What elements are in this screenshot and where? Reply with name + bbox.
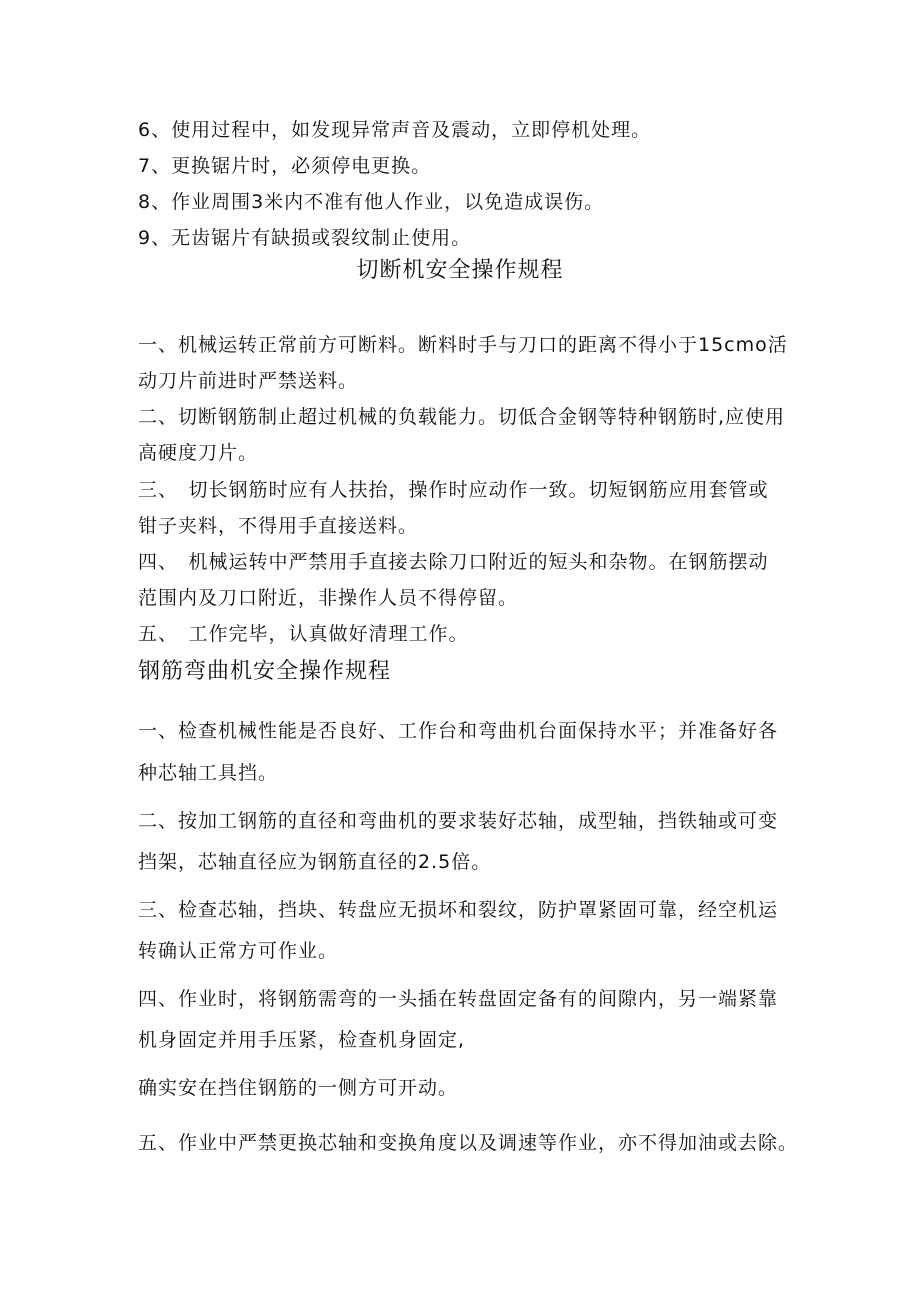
cutting-rule-2-line-1: 二、切断钢筋制止超过机械的负载能力。切低合金钢等特种钢筋时,应使用 <box>138 406 786 428</box>
list-item-6: 6、使用过程中，如发现异常声音及震动，立即停机处理。 <box>138 119 652 141</box>
cutting-rule-4-line-2: 范围内及刀口附近，非操作人员不得停留。 <box>138 587 519 609</box>
cutting-rule-4-line-1: 四、 机械运转中严禁用手直接去除刀口附近的短头和杂物。在钢筋摆动 <box>138 551 769 573</box>
bending-rule-3-line-2: 转确认正常方可作业。 <box>138 940 339 962</box>
bending-rule-4-line-1: 四、作业时，将钢筋需弯的一头插在转盘固定备有的间隙内，另一端紧靠 <box>138 988 779 1010</box>
bending-rule-3-line-1: 三、检查芯轴，挡块、转盘应无损坏和裂纹，防护罩紧固可靠，经空机运 <box>138 899 779 921</box>
bending-machine-title: 钢筋弯曲机安全操作规程 <box>138 659 392 684</box>
bending-rule-2-line-2: 挡架，芯轴直径应为钢筋直径的2.5倍。 <box>138 851 492 873</box>
cutting-rule-1-line-2: 动刀片前进时严禁送料。 <box>138 370 359 392</box>
list-item-7: 7、更换锯片时，必须停电更换。 <box>138 155 432 177</box>
list-item-8: 8、作业周围3米内不准有他人作业，以免造成误伤。 <box>138 191 605 213</box>
cutting-rule-3-line-1: 三、 切长钢筋时应有人扶抬，操作时应动作一致。切短钢筋应用套管或 <box>138 479 769 501</box>
bending-rule-1-line-1: 一、检查机械性能是否良好、工作台和弯曲机台面保持水平；并准备好各 <box>138 720 779 742</box>
bending-rule-5: 五、作业中严禁更换芯轴和变换角度以及调速等作业，亦不得加油或去除。 <box>138 1132 799 1154</box>
bending-rule-4-line-3: 确实安在挡住钢筋的一侧方可开动。 <box>138 1077 459 1099</box>
bending-rule-2-line-1: 二、按加工钢筋的直径和弯曲机的要求装好芯轴，成型轴，挡铁轴或可变 <box>138 810 779 832</box>
list-item-9: 9、无齿锯片有缺损或裂纹制止使用。 <box>138 227 472 249</box>
cutting-machine-title: 切断机安全操作规程 <box>356 258 564 283</box>
cutting-rule-2-line-2: 高硬度刀片。 <box>138 442 259 464</box>
cutting-rule-5: 五、 工作完毕，认真做好清理工作。 <box>138 623 469 645</box>
bending-rule-1-line-2: 种芯轴工具挡。 <box>138 762 279 784</box>
cutting-rule-1-line-1: 一、机械运转正常前方可断料。断料时手与刀口的距离不得小于15cmo活 <box>138 334 788 356</box>
cutting-rule-3-line-2: 钳子夹料，不得用手直接送料。 <box>138 515 419 537</box>
bending-rule-4-line-2: 机身固定并用手压紧，检查机身固定, <box>138 1029 466 1051</box>
